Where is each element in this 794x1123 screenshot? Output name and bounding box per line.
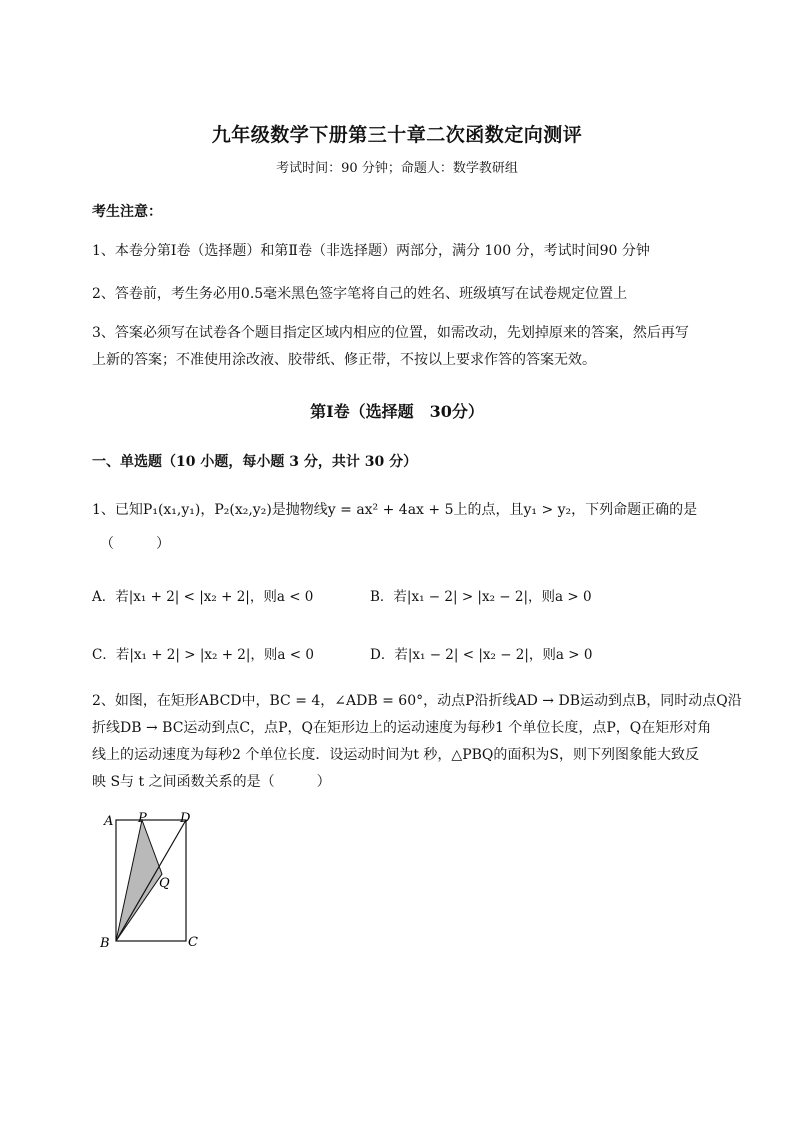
notice-heading: 考生注意： bbox=[92, 204, 162, 220]
question-1-option-c: C．若|x₁ + 2| > |x₂ + 2|，则a < 0 bbox=[92, 647, 314, 663]
question-1-stem: 1、已知P₁(x₁,y₁)，P₂(x₂,y₂)是抛物线y = ax² + 4ax + 5上的点，且y₁ > y₂，下列命题正确的是 bbox=[92, 502, 698, 518]
rectangle-figure bbox=[96, 806, 216, 956]
label-q: Q bbox=[159, 876, 170, 891]
label-p: P bbox=[138, 811, 147, 826]
question-1-answer-bracket: （ ） bbox=[100, 536, 170, 552]
triangle-pbq-shading bbox=[116, 820, 162, 941]
question-2-line-1: 2、如图，在矩形ABCD中，BC = 4，∠ADB = 60°，动点P沿折线AD → DB运动到点B，同时动点Q沿 bbox=[92, 693, 742, 709]
diagonal-bd bbox=[116, 820, 186, 941]
part-heading: 一、单选题（10 小题，每小题 3 分，共计 30 分） bbox=[92, 454, 418, 470]
label-b: B bbox=[100, 936, 110, 951]
notice-item-2: 2、答卷前，考生务必用0.5毫米黑色签字笔将自己的姓名、班级填写在试卷规定位置上 bbox=[92, 286, 628, 302]
question-1-option-d: D．若|x₁ − 2| < |x₂ − 2|，则a > 0 bbox=[370, 647, 593, 663]
page-title: 九年级数学下册第三十章二次函数定向测评 bbox=[211, 124, 583, 146]
notice-item-3: 3、答案必须写在试卷各个题目指定区域内相应的位置，如需改动，先划掉原来的答案，然后再写上新的答案；不准使用涂改液、胶带纸、修正带，不按以上要求作答的答案无效。 bbox=[92, 325, 689, 368]
section-title: 第Ⅰ卷（选择题 30分） bbox=[310, 402, 484, 421]
label-c: C bbox=[188, 935, 198, 950]
label-a: A bbox=[104, 814, 114, 829]
question-1-option-b: B．若|x₁ − 2| > |x₂ − 2|，则a > 0 bbox=[370, 589, 592, 605]
question-1-option-a: A．若|x₁ + 2| < |x₂ + 2|，则a < 0 bbox=[92, 589, 314, 605]
question-2-line-4: 映 S与 t 之间函数关系的是（ ） bbox=[92, 774, 331, 790]
question-2-line-3: 线上的运动速度为每秒2 个单位长度．设运动时间为t 秒，△PBQ的面积为S，则下列图象能大致反 bbox=[92, 747, 699, 763]
question-2-line-2: 折线DB → BC运动到点C，点P，Q在矩形边上的运动速度为每秒1 个单位长度，点P，Q在矩形对角 bbox=[92, 720, 712, 736]
label-d: D bbox=[180, 811, 191, 826]
exam-info: 考试时间：90 分钟；命题人：数学教研组 bbox=[276, 161, 518, 176]
notice-item-1: 1、本卷分第Ⅰ卷（选择题）和第Ⅱ卷（非选择题）两部分，满分 100 分，考试时间90 分钟 bbox=[92, 243, 650, 259]
